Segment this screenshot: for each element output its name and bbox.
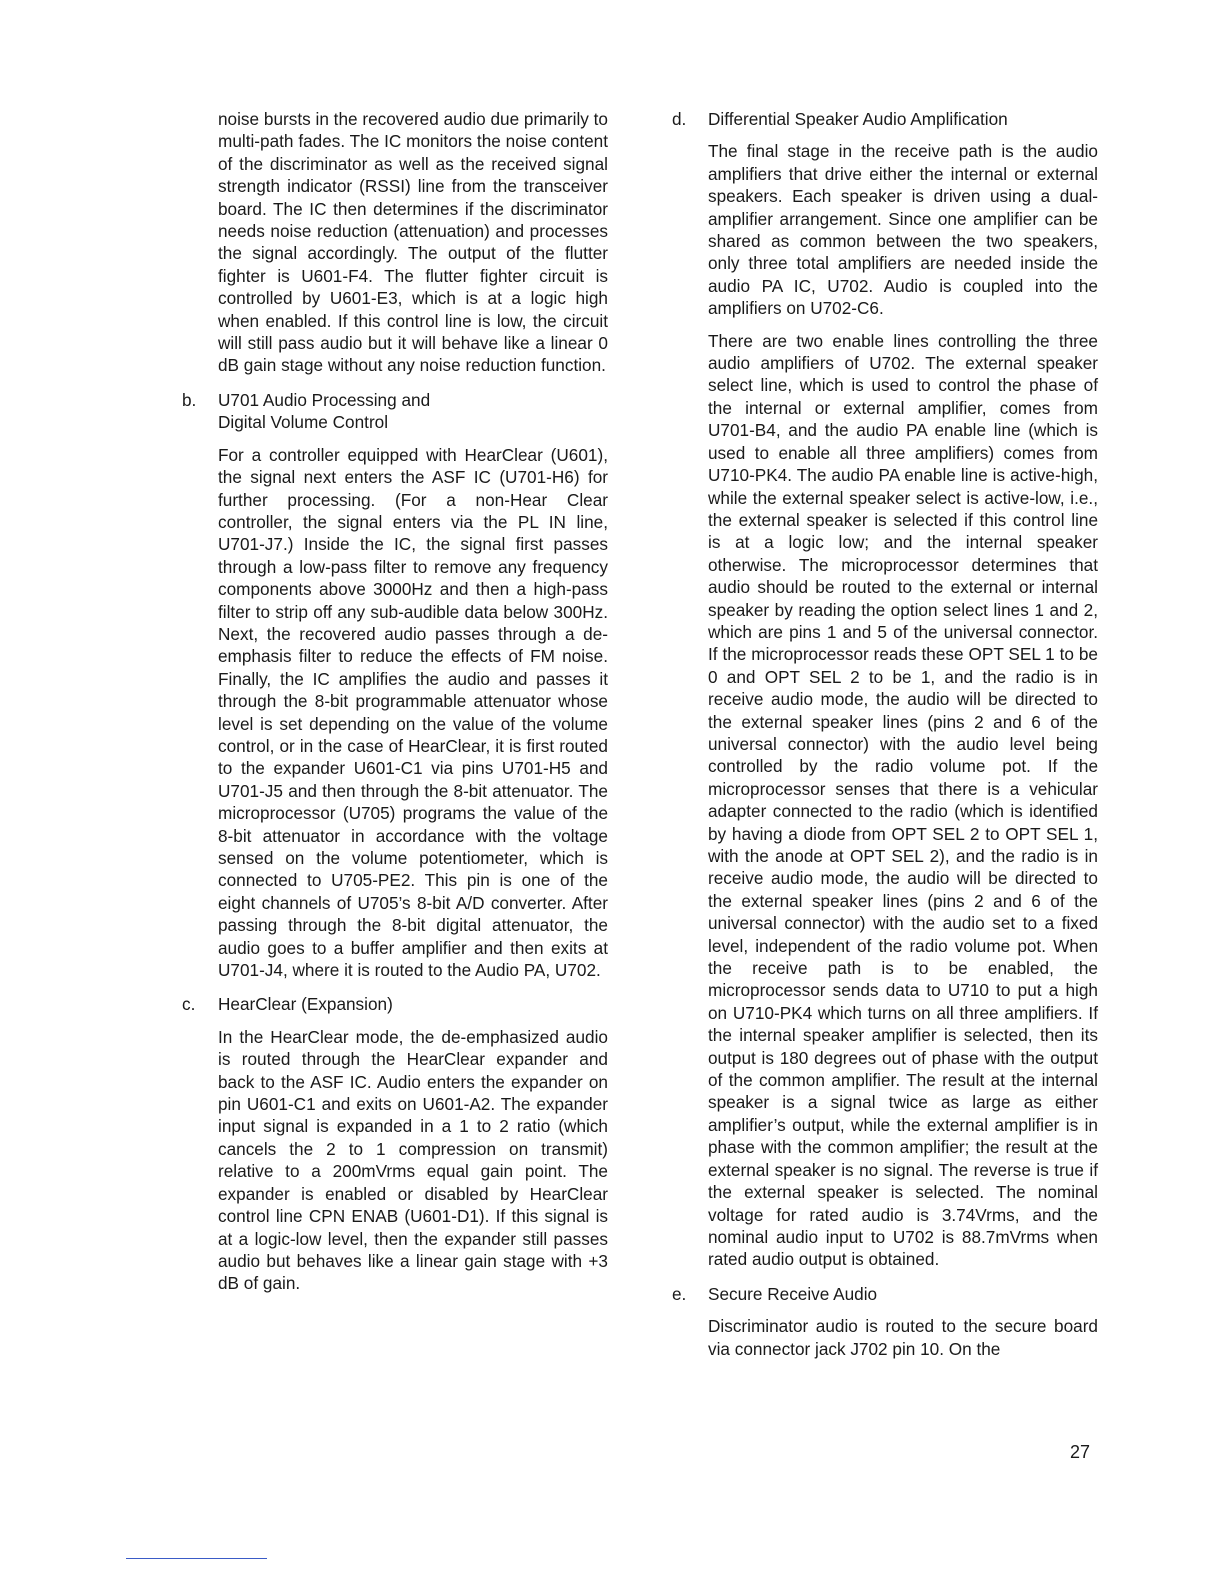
section-e-heading <box>672 1283 1098 1305</box>
page-number: 27 <box>1070 1442 1091 1462</box>
section-c-paragraph: In the HearClear mode, the de-emphasized audio is routed through the HearClear expander and back to the ASF IC. Audio enters the expander on pin U601-C1 and exits on U601-A2. The expander input signal is expanded in a 1 to 2 ratio (which cancels the 2 to 1 compression on transmit) relative to a 200mVrms equal gain point. The expander is enabled or disabled by HearClear control line CPN ENAB (U601-D1). If this signal is at a logic-low level, then the expander still passes audio but behaves like a linear gain stage with +3 dB of gain. <box>218 1026 608 1294</box>
section-e-paragraph: Discriminator audio is routed to the secure board via connector jack J702 pin 10. On the <box>708 1316 1098 1359</box>
section-c-title: HearClear (Expansion) <box>218 994 393 1015</box>
left-column <box>182 108 608 1295</box>
section-b-title-line2: Digital Volume Control <box>218 412 389 433</box>
section-e-letter: e. <box>672 1283 687 1304</box>
section-b-heading <box>182 389 608 434</box>
intro-paragraph: noise bursts in the recovered audio due primarily to multi-path fades. The IC monitors the noise content of the discriminator as well as the received signal strength indicator (RSSI) line from the transceiver board. The IC then determines if the discriminator needs noise reduction (attenuation) and processes the signal accordingly. The output of the flutter fighter is U601-F4. The flutter fighter circuit is controlled by U601-E3, which is at a logic high when enabled. If this control line is low, the circuit will still pass audio but it will behave like a linear 0 dB gain stage without any noise reduction function. <box>218 109 608 376</box>
section-b-title-line1: U701 Audio Processing and <box>218 389 431 410</box>
section-b-paragraph: For a controller equipped with HearClear (U601), the signal next enters the ASF IC (U701-H6) for further processing. (For a non-Hear Clear controller, the signal enters via the PL IN line, U701-J7.) Inside the IC, the signal first passes through a low-pass filter to remove any frequency components above 3000Hz and then a high-pass filter to strip off any sub-audible data below 300Hz. Next, the recovered audio passes through a de-emphasis filter to reduce the effects of FM noise. Finally, the IC amplifies the audio and passes it through the 8-bit programmable attenuator whose level is set depending on the value of the volume control, or in the case of HearClear, it is first routed to the expander U601-C1 via pins U701-H5 and U701-J5 and then through the 8-bit attenuator. The microprocessor (U705) programs the value of the 8-bit attenuator in accordance with the voltage sensed on the volume potentiometer, which is connected to U705-PE2. This pin is one of the eight channels of U705’s 8-bit A/D converter. After passing through the 8-bit digital attenuator, the audio goes to a buffer amplifier and then exits at U701-J4, where it is routed to the Audio PA, U702. <box>218 444 608 981</box>
section-c-letter: c. <box>182 994 196 1015</box>
section-d-title: Differential Speaker Audio Amplification <box>708 109 1008 129</box>
section-b-letter: b. <box>182 389 197 410</box>
footnote-rule <box>126 1558 267 1559</box>
section-d-letter: d. <box>672 109 687 129</box>
section-d-heading <box>672 108 1098 130</box>
section-e-title: Secure Receive Audio <box>708 1283 878 1304</box>
section-d-paragraph-1: The final stage in the receive path is the audio amplifiers that drive either the internal or external speakers. Each speaker is driven using a dual- amplifier arrangement. Since one amplifier can be shared as common between the two speakers, only three total amplifiers are needed inside the audio PA IC, U702. Audio is coupled into the amplifiers on U702-C6. <box>708 141 1098 319</box>
section-d-paragraph-2: There are two enable lines controlling the three audio amplifiers of U702. The external speaker select line, which is used to control the phase of the internal or external amplifier, comes from U701-B4, and the audio PA enable line (which is used to enable all three amplifiers) comes from U710-PK4. The audio PA enable line is active-high, while the external speaker select is active-low, i.e., the external speaker is selected if this control line is at a logic low; and the internal speaker otherwise. The microprocessor determines that audio should be routed to the external or internal speaker by reading the option select lines 1 and 2, which are pins 1 and 5 of the universal connector. If the microprocessor reads these OPT SEL 1 to be 0 and OPT SEL 2 to be 1, and the radio is in receive audio mode, the audio will be directed to the external speaker lines (pins 2 and 6 of the universal connector) with the audio level being controlled by the radio volume pot. If the microprocessor senses that there is a vehicular adapter connected to the radio (which is identified by having a diode from OPT SEL 2 to OPT SEL 1, with the anode at OPT SEL 2), and the radio is in receive audio mode, the audio will be directed to the external speaker lines (pins 2 and 6 of the universal connector) with the audio set to a fixed level, independent of the radio volume pot. When the receive path is to be enabled, the microprocessor sends data to U710 to put a high on U710-PK4 which turns on all three amplifiers. If the internal speaker amplifier is selected, then its output is 180 degrees out of phase with the output of the common amplifier. The result at the internal speaker is a signal twice as large as either amplifier’s output, while the external amplifier is in phase with the common amplifier; the result at the external speaker is no signal. The reverse is true if the external speaker is selected. The nominal voltage for rated audio is 3.74Vrms, and the nominal audio input to U702 is 88.7mVrms when rated audio output is obtained. <box>708 330 1098 1270</box>
section-c-heading <box>182 993 608 1015</box>
right-column <box>672 108 1098 1360</box>
